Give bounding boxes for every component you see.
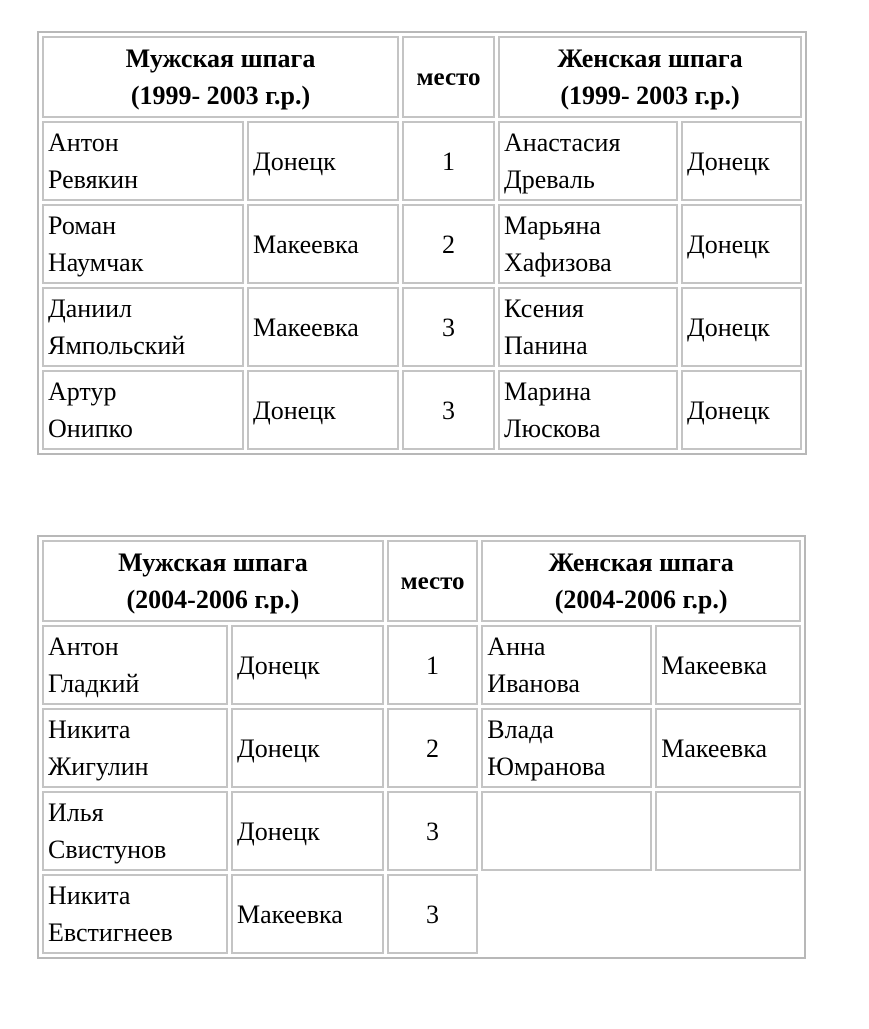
men-athlete-city: Макеевка bbox=[231, 874, 384, 954]
women-athlete-name-empty bbox=[481, 791, 652, 871]
women-athlete-city: Донецк bbox=[681, 121, 802, 201]
women-athlete-name: Ксения Панина bbox=[498, 287, 678, 367]
women-athlete-name: Анастасия Древаль bbox=[498, 121, 678, 201]
place-header: место bbox=[387, 540, 478, 622]
results-table-2004-2006 bbox=[37, 535, 806, 959]
place-value: 3 bbox=[402, 287, 495, 367]
place-value: 2 bbox=[402, 204, 495, 284]
table-row bbox=[42, 121, 802, 201]
women-athlete-name: Марьяна Хафизова bbox=[498, 204, 678, 284]
men-athlete-city: Донецк bbox=[247, 121, 399, 201]
women-epee-header: Женская шпага (2004-2006 г.р.) bbox=[481, 540, 801, 622]
table-header-row bbox=[42, 36, 802, 118]
men-athlete-name: Антон Гладкий bbox=[42, 625, 228, 705]
table-row bbox=[42, 791, 801, 871]
men-epee-header: Мужская шпага (2004-2006 г.р.) bbox=[42, 540, 384, 622]
men-athlete-city: Донецк bbox=[231, 791, 384, 871]
men-athlete-name: Илья Свистунов bbox=[42, 791, 228, 871]
women-athlete-city: Донецк bbox=[681, 204, 802, 284]
women-athlete-city: Макеевка bbox=[655, 625, 801, 705]
place-value: 2 bbox=[387, 708, 478, 788]
men-athlete-name: Никита Жигулин bbox=[42, 708, 228, 788]
women-athlete-city: Макеевка bbox=[655, 708, 801, 788]
table-row bbox=[42, 287, 802, 367]
place-value: 3 bbox=[402, 370, 495, 450]
men-athlete-name: Роман Наумчак bbox=[42, 204, 244, 284]
place-header: место bbox=[402, 36, 495, 118]
table-row bbox=[42, 370, 802, 450]
women-athlete-city: Донецк bbox=[681, 370, 802, 450]
men-athlete-city: Донецк bbox=[247, 370, 399, 450]
women-athlete-city: Донецк bbox=[681, 287, 802, 367]
men-athlete-city: Макеевка bbox=[247, 204, 399, 284]
men-athlete-city: Донецк bbox=[231, 625, 384, 705]
men-athlete-name: Даниил Ямпольский bbox=[42, 287, 244, 367]
men-athlete-name: Антон Ревякин bbox=[42, 121, 244, 201]
place-value: 3 bbox=[387, 791, 478, 871]
men-athlete-name: Артур Онипко bbox=[42, 370, 244, 450]
empty-cell bbox=[481, 874, 801, 954]
women-epee-header: Женская шпага (1999- 2003 г.р.) bbox=[498, 36, 802, 118]
place-value: 1 bbox=[402, 121, 495, 201]
women-athlete-name: Анна Иванова bbox=[481, 625, 652, 705]
men-athlete-name: Никита Евстигнеев bbox=[42, 874, 228, 954]
women-athlete-name: Влада Юмранова bbox=[481, 708, 652, 788]
women-athlete-city-empty bbox=[655, 791, 801, 871]
place-value: 1 bbox=[387, 625, 478, 705]
place-value: 3 bbox=[387, 874, 478, 954]
table-row bbox=[42, 625, 801, 705]
women-athlete-name: Марина Люскова bbox=[498, 370, 678, 450]
table-row bbox=[42, 708, 801, 788]
men-epee-header: Мужская шпага (1999- 2003 г.р.) bbox=[42, 36, 399, 118]
table-row bbox=[42, 874, 801, 954]
men-athlete-city: Макеевка bbox=[247, 287, 399, 367]
table-row bbox=[42, 204, 802, 284]
men-athlete-city: Донецк bbox=[231, 708, 384, 788]
results-table-1999-2003 bbox=[37, 31, 807, 455]
table-header-row bbox=[42, 540, 801, 622]
